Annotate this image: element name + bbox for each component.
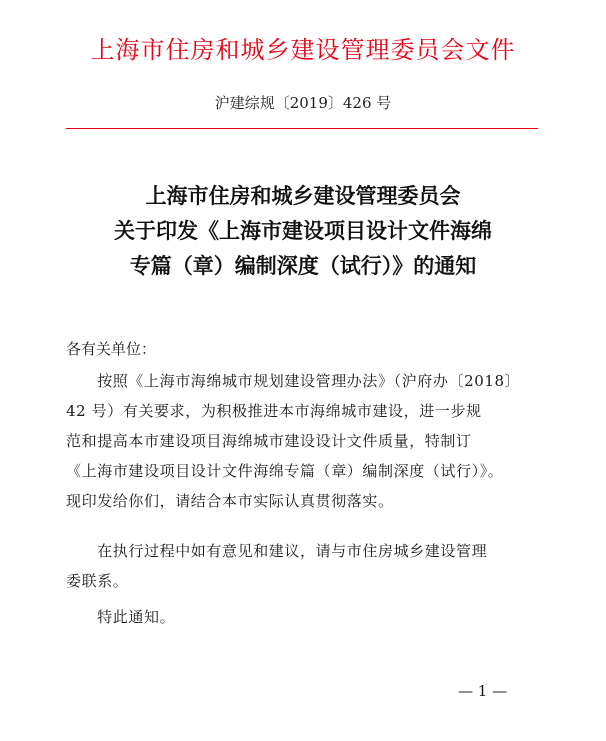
notice-title xyxy=(0,178,606,283)
body-paragraph-2 xyxy=(66,536,542,596)
paragraph-line: 42 号）有关要求，为积极推进本市海绵城市建设，进一步规 xyxy=(66,402,482,420)
notice-title-line: 关于印发《上海市建设项目设计文件海绵 xyxy=(114,218,492,243)
closing-paragraph xyxy=(66,602,542,632)
paragraph-line: 现印发给你们，请结合本市实际认真贯彻落实。 xyxy=(66,492,394,510)
salutation: 各有关单位： xyxy=(66,340,157,358)
paragraph-line: 范和提高本市建设项目海绵城市建设设计文件质量，特制订 xyxy=(66,432,472,450)
paragraph-line: 按照《上海市海绵城市规划建设管理办法》（沪府办〔2018〕 xyxy=(66,372,521,390)
paragraph-line: 在执行过程中如有意见和建议，请与市住房城乡建设管理 xyxy=(66,542,488,560)
page-number: — 1 — xyxy=(458,682,508,700)
closing-line: 特此通知。 xyxy=(66,608,176,626)
header-divider xyxy=(66,128,538,129)
body-paragraph-1 xyxy=(66,366,542,516)
document-number: 沪建综规〔2019〕426 号 xyxy=(214,94,392,112)
notice-title-line: 专篇（章）编制深度（试行）》的通知 xyxy=(129,253,477,278)
paragraph-line: 委联系。 xyxy=(66,572,129,590)
document-header-title: 上海市住房和城乡建设管理委员会文件 xyxy=(90,36,516,64)
paragraph-line: 《上海市建设项目设计文件海绵专篇（章）编制深度（试行）》。 xyxy=(66,462,504,480)
notice-title-line: 上海市住房和城乡建设管理委员会 xyxy=(145,183,461,208)
